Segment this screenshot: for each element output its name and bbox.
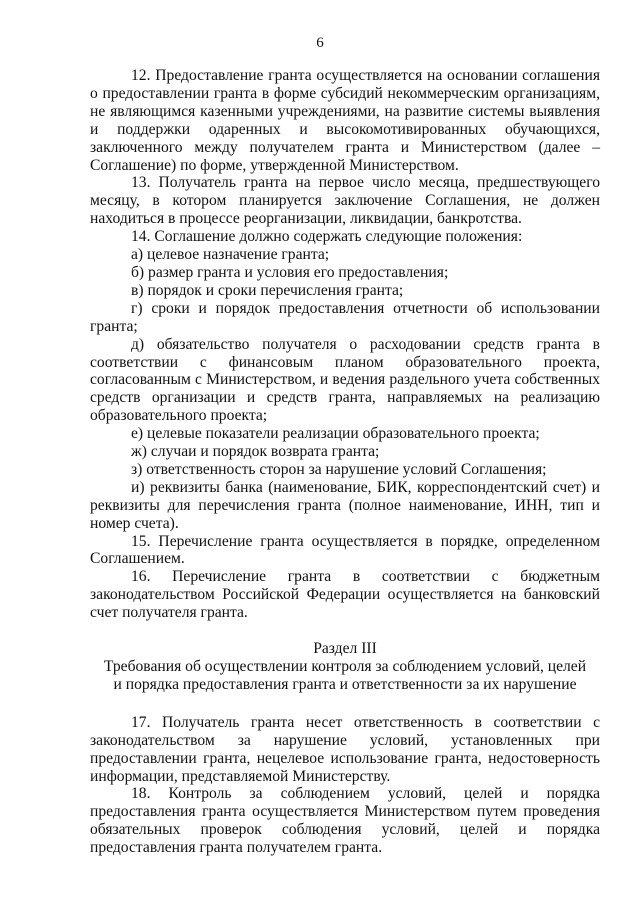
list-item-i: и) реквизиты банка (наименование, БИК, корреспондентский счет) и реквизиты для перечисления гранта (полное наименование, ИНН, тип и номер счета). — [90, 478, 600, 532]
paragraph-12: 12. Предоставление гранта осуществляется на основании соглашения о предоставлении гранта в форме субсидий некоммерческим организациям, не являющимся казенными учреждениями, на развитие системы выявления и поддержки одаренных и высокомотивированных обучающихся, заключенного между получателем гранта и Министерством (далее – Соглашение) по форме, утвержденной Министерством. — [90, 67, 600, 174]
section-label: Раздел III — [313, 640, 377, 658]
list-item-z: з) ответственность сторон за нарушение условий Соглашения; — [131, 460, 547, 478]
list-item-zh: ж) случаи и порядок возврата гранта; — [131, 443, 380, 461]
section-title-line-1: Требования об осуществлении контроля за соблюдением условий, целей — [103, 658, 587, 675]
paragraph-18: 18. Контроль за соблюдением условий, целей и порядка предоставления гранта осуществляется Министерством путем проведения обязательных проверок соблюдения условий, целей и порядка предоставления гранта получателем гранта. — [90, 785, 600, 857]
list-item-b: б) размер гранта и условия его предоставления; — [131, 263, 449, 281]
paragraph-13: 13. Получатель гранта на первое число месяца, предшествующего месяцу, в котором планируется заключение Соглашения, не должен находиться в процессе реорганизации, ликвидации, банкротства. — [90, 174, 600, 228]
paragraph-14: 14. Соглашение должно содержать следующие положения: — [131, 228, 523, 246]
list-item-v: в) порядок и сроки перечисления гранта; — [131, 281, 404, 299]
paragraph-16: 16. Перечисление гранта в соответствии с бюджетным законодательством Российской Федерации осуществляется на банковский счет получателя гранта. — [90, 568, 600, 622]
list-item-g: г) сроки и порядок предоставления отчетности об использовании гранта; — [90, 299, 600, 335]
list-item-e: е) целевые показатели реализации образовательного проекта; — [131, 425, 540, 443]
paragraph-17: 17. Получатель гранта несет ответственность в соответствии с законодательством за нарушение условий, установленных при предоставлении гранта, нецелевое использование гранта, недостоверность информации, представляемой Министерству. — [90, 713, 600, 785]
section-title-line-2: и порядка предоставления гранта и ответственности за их нарушение — [113, 675, 577, 693]
list-item-a: а) целевое назначение гранта; — [131, 246, 330, 264]
list-item-d: д) обязательство получателя о расходовании средств гранта в соответствии с финансовым планом образовательного проекта, согласованным с Министерством, и ведения раздельного учета собственных средств организации и средств гранта, направляемых на реализацию образовательного проекта; — [90, 335, 600, 425]
page-number: 6 — [316, 35, 324, 51]
document-body — [90, 67, 600, 857]
paragraph-15: 15. Перечисление гранта осуществляется в порядке, определенном Соглашением. — [90, 532, 600, 568]
